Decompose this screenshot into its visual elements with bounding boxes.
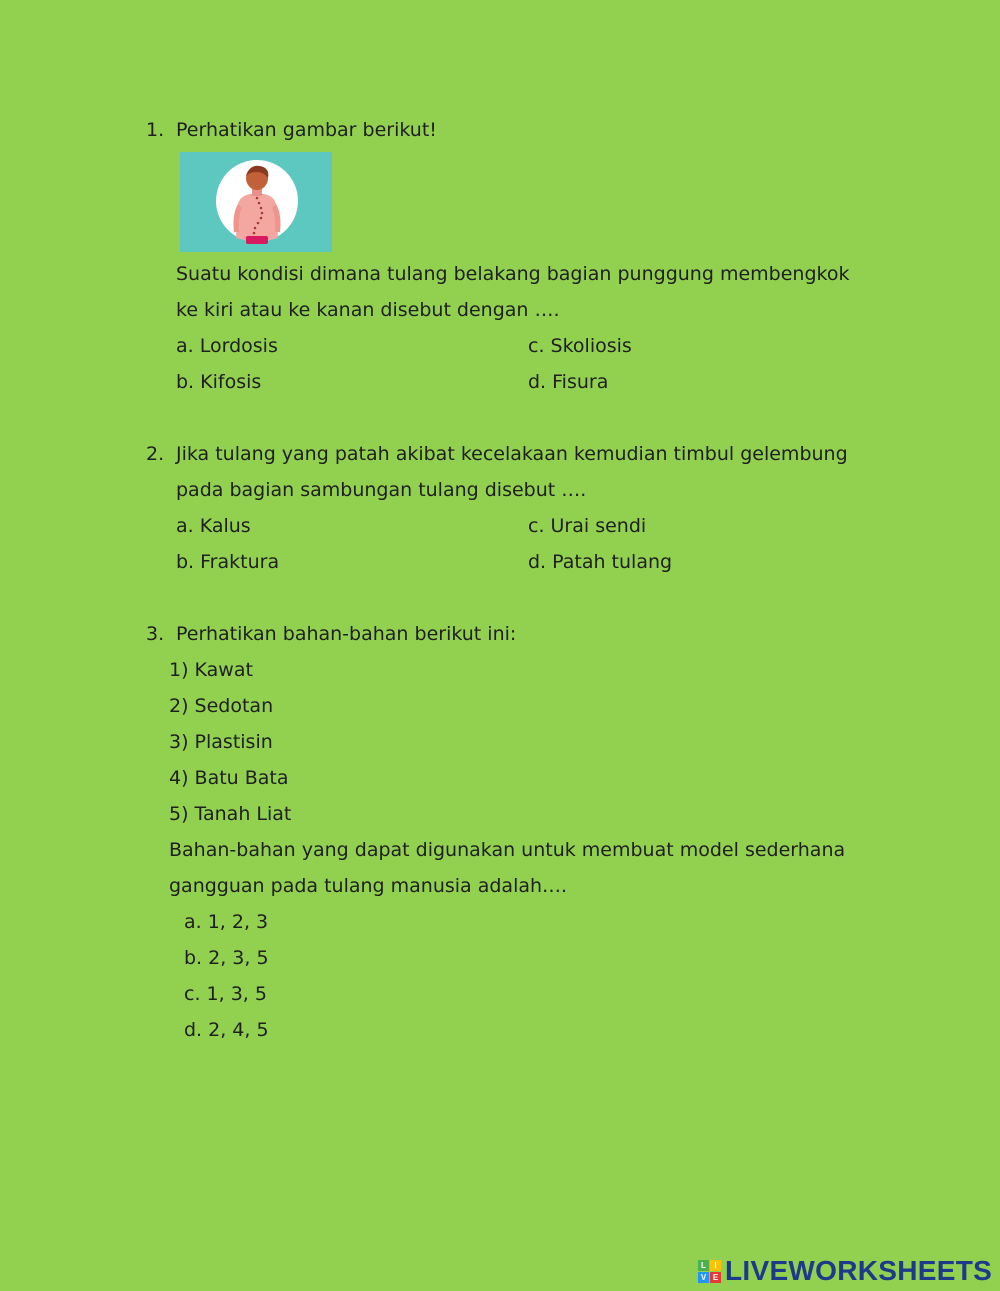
q3-material-5: 5) Tanah Liat	[169, 803, 292, 825]
q3-number: 3.	[146, 623, 165, 645]
logo-grid-icon	[698, 1260, 721, 1283]
logo-text: LIVEWORKSHEETS	[725, 1255, 993, 1286]
q3-material-3: 3) Plastisin	[169, 731, 273, 753]
q3-text-line1: Bahan-bahan yang dapat digunakan untuk membuat model sederhana	[169, 839, 846, 861]
q3-option-d[interactable]: d. 2, 4, 5	[184, 1019, 269, 1041]
q1-text-line2: ke kiri atau ke kanan disebut dengan ….	[176, 299, 560, 321]
q2-option-a[interactable]: a. Kalus	[176, 515, 251, 537]
q3-option-a[interactable]: a. 1, 2, 3	[184, 911, 269, 933]
q2-option-b[interactable]: b. Fraktura	[176, 551, 280, 573]
logo-grid-cell: V	[698, 1272, 709, 1283]
liveworksheets-logo	[698, 1256, 992, 1286]
q3-material-2: 2) Sedotan	[169, 695, 274, 717]
q3-text-line2: gangguan pada tulang manusia adalah….	[169, 875, 568, 897]
q1-option-d[interactable]: d. Fisura	[528, 371, 609, 393]
q2-text-line2: pada bagian sambungan tulang disebut ….	[176, 479, 587, 501]
logo-grid-cell: L	[698, 1260, 709, 1271]
q3-option-c[interactable]: c. 1, 3, 5	[184, 983, 267, 1005]
q2-option-d[interactable]: d. Patah tulang	[528, 551, 673, 573]
scoliosis-back-icon	[180, 152, 332, 252]
q2-option-c[interactable]: c. Urai sendi	[528, 515, 647, 537]
q1-option-b[interactable]: b. Kifosis	[176, 371, 262, 393]
logo-grid-cell: I	[710, 1260, 721, 1271]
q1-option-c[interactable]: c. Skoliosis	[528, 335, 632, 357]
logo-grid-cell: E	[710, 1272, 721, 1283]
q2-text-line1: Jika tulang yang patah akibat kecelakaan kemudian timbul gelembung	[176, 443, 848, 465]
q1-option-a[interactable]: a. Lordosis	[176, 335, 278, 357]
q3-material-4: 4) Batu Bata	[169, 767, 289, 789]
q1-number: 1.	[146, 119, 165, 141]
q3-option-b[interactable]: b. 2, 3, 5	[184, 947, 269, 969]
q2-number: 2.	[146, 443, 165, 465]
q3-material-1: 1) Kawat	[169, 659, 253, 681]
q1-intro: Perhatikan gambar berikut!	[176, 119, 437, 141]
q3-intro: Perhatikan bahan-bahan berikut ini:	[176, 623, 517, 645]
q1-text-line1: Suatu kondisi dimana tulang belakang bagian punggung membengkok	[176, 263, 850, 285]
